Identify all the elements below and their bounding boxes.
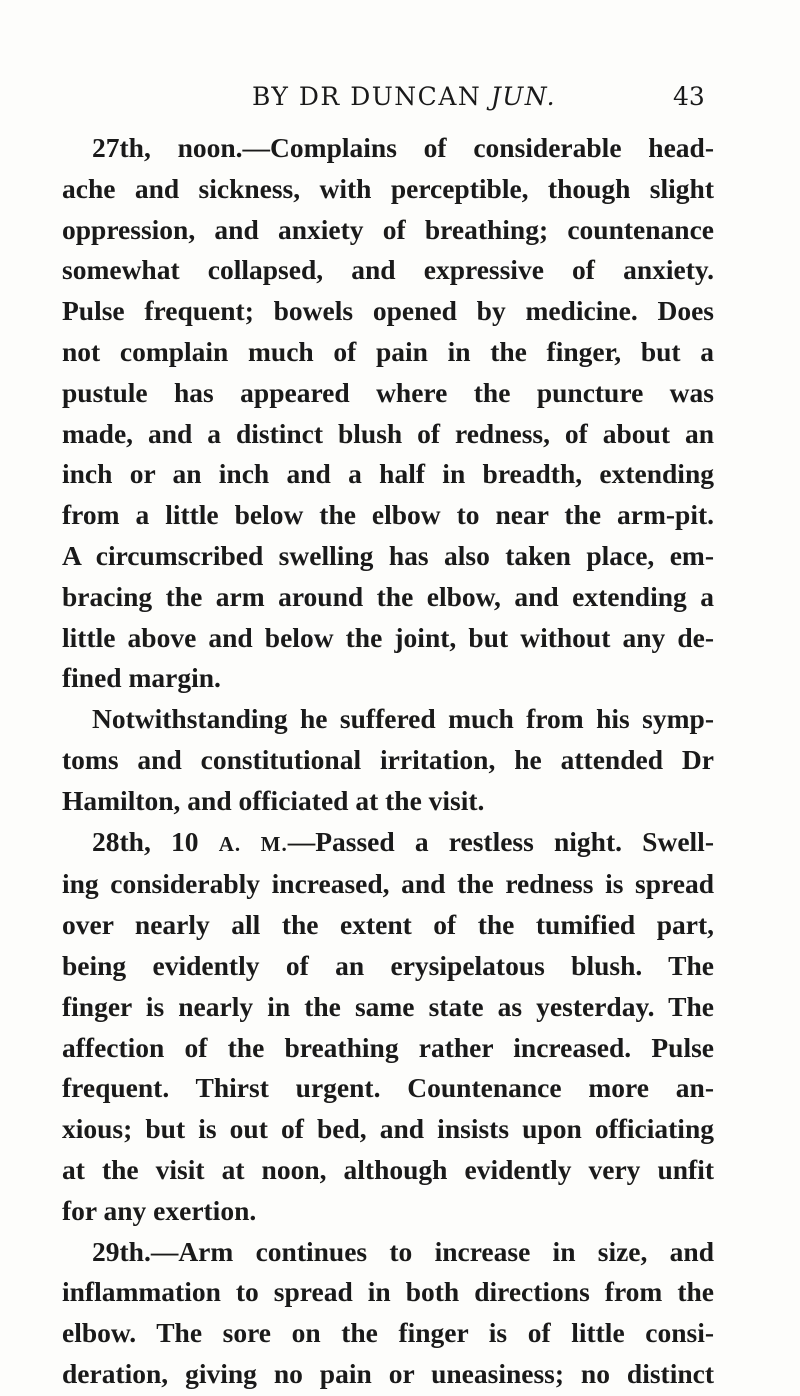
text-line: at the visit at noon, although evidently very unfit [62, 1153, 714, 1185]
text-line: bracing the arm around the elbow, and extending a [62, 580, 714, 612]
text-line: Notwithstanding he suffered much from his symp- [92, 703, 714, 735]
text-line: from a little below the elbow to near the arm-pit. [62, 499, 714, 531]
text-line: not complain much of pain in the finger, but a [62, 335, 714, 367]
text-line: finger is nearly in the same state as yesterday. The [62, 990, 714, 1022]
page-number: 43 [673, 82, 705, 111]
date-entry: 28th, 10 [92, 825, 219, 857]
text-line: elbow. The sore on the finger is of little consi- [62, 1317, 714, 1349]
text-line: 27th, noon.—Complains of considerable head- [92, 132, 714, 163]
text-line: pustule has appeared where the puncture was [62, 376, 714, 408]
text-line: inch or an inch and a half in breadth, extending [62, 458, 714, 490]
text-line: somewhat collapsed, and expressive of anxiety. [62, 254, 714, 286]
running-title-suffix: JUN. [490, 82, 557, 111]
text-fragment: —Passed a restless night. Swell- [287, 825, 714, 857]
running-head [0, 82, 800, 122]
running-title [252, 82, 556, 111]
text-line: deration, giving no pain or uneasiness; no distinct [62, 1357, 714, 1389]
text-line [62, 822, 714, 865]
text-line: for any exertion. [62, 1194, 257, 1226]
text-line: ache and sickness, with perceptible, though slight [62, 172, 714, 204]
body-text [62, 128, 714, 1395]
text-line: little above and below the joint, but without any de- [62, 621, 714, 653]
text-line: Hamilton, and officiated at the visit. [62, 784, 485, 816]
text-line: fined margin. [62, 662, 221, 694]
time-of-day: A. M. [218, 831, 288, 856]
text-line: made, and a distinct blush of redness, of about an [62, 417, 714, 449]
running-title-author: BY DR DUNCAN [252, 82, 491, 111]
text-line: Pulse frequent; bowels opened by medicine. Does [62, 295, 714, 327]
text-line: affection of the breathing rather increased. Pulse [62, 1031, 714, 1063]
text-line: xious; but is out of bed, and insists upon officiating [62, 1113, 714, 1145]
text-line: toms and constitutional irritation, he attended Dr [62, 743, 714, 775]
text-line: A circumscribed swelling has also taken place, em- [62, 539, 714, 571]
text-line: 29th.—Arm continues to increase in size, and [92, 1235, 714, 1267]
text-line: being evidently of an erysipelatous blush. The [62, 949, 714, 981]
text-line: over nearly all the extent of the tumified part, [62, 909, 714, 941]
text-line: frequent. Thirst urgent. Countenance more an- [62, 1072, 714, 1104]
text-line: inflammation to spread in both directions from the [62, 1276, 714, 1308]
text-line: ing considerably increased, and the redness is spread [62, 868, 714, 900]
text-line: oppression, and anxiety of breathing; countenance [62, 213, 714, 245]
